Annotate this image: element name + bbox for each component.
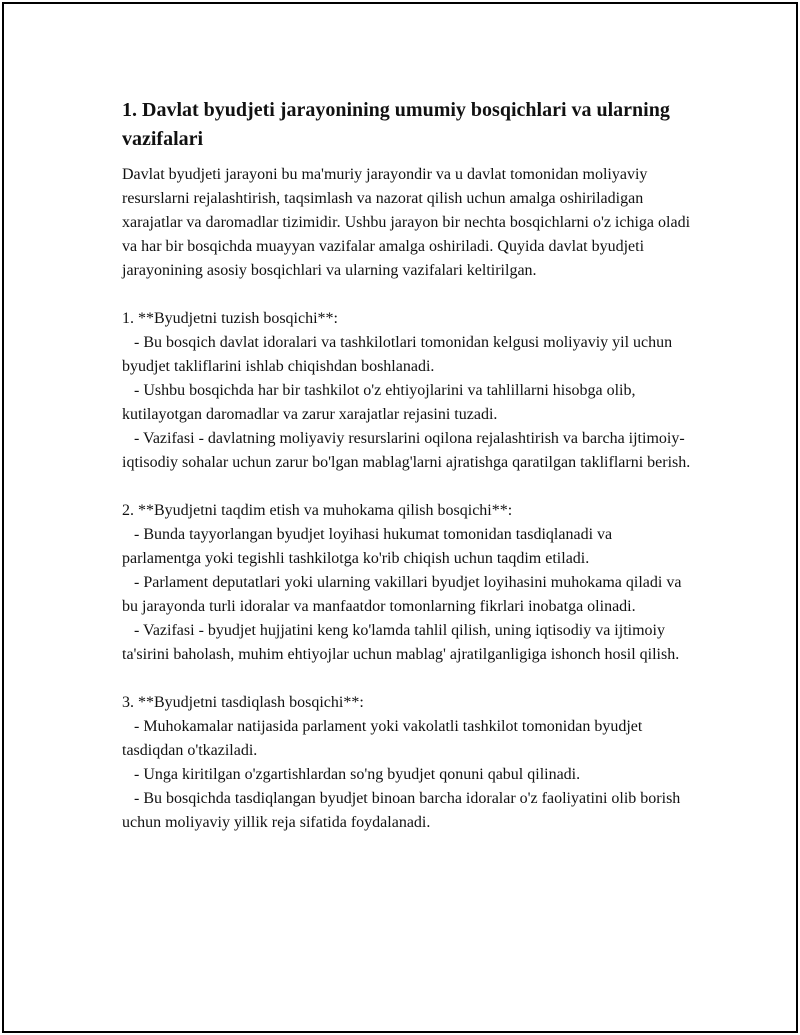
section-item: - Vazifasi - davlatning moliyaviy resurslarini oqilona rejalashtirish va barcha ijtimoiy-iqtisodiy sohalar uchun zarur bo'lgan mablag'larni ajratishga qaratilgan takliflarni berish. bbox=[122, 430, 691, 471]
section-1 bbox=[122, 307, 692, 475]
spacer bbox=[122, 475, 692, 499]
spacer bbox=[122, 667, 692, 691]
section-item: - Unga kiritilgan o'zgartishlardan so'ng byudjet qonuni qabul qilinadi. bbox=[122, 766, 581, 783]
section-3 bbox=[122, 691, 692, 835]
page-frame bbox=[2, 2, 798, 1033]
section-2 bbox=[122, 499, 692, 667]
spacer bbox=[122, 283, 692, 307]
section-item: - Bunda tayyorlangan byudjet loyihasi hukumat tomonidan tasdiqlanadi va parlamentga yoki tegishli tashkilotga ko'rib chiqish uchun taqdim etiladi. bbox=[122, 526, 617, 567]
section-item: - Bu bosqich davlat idoralari va tashkilotlari tomonidan kelgusi moliyaviy yil uchun byudjet takliflarini ishlab chiqishdan boshlanadi. bbox=[122, 334, 677, 375]
section-heading: 3. **Byudjetni tasdiqlash bosqichi**: bbox=[122, 694, 364, 711]
document-title: 1. Davlat byudjeti jarayonining umumiy bosqichlari va ularning vazifalari bbox=[122, 99, 670, 150]
section-heading: 1. **Byudjetni tuzish bosqichi**: bbox=[122, 310, 338, 327]
section-item: - Ushbu bosqichda har bir tashkilot o'z ehtiyojlarini va tahlillarni hisobga olib, kutilayotgan daromadlar va zarur xarajatlar rejasini tuzadi. bbox=[122, 382, 640, 423]
section-item: - Vazifasi - byudjet hujjatini keng ko'lamda tahlil qilish, uning iqtisodiy va ijtimoiy ta'sirini baholash, muhim ehtiyojlar uchun mablag' ajratilganligiga ishonch hosil qilish. bbox=[122, 622, 680, 663]
section-heading: 2. **Byudjetni taqdim etish va muhokama qilish bosqichi**: bbox=[122, 502, 513, 519]
section-item: - Parlament deputatlari yoki ularning vakillari byudjet loyihasini muhokama qiladi va bu jarayonda turli idoralar va manfaatdor tomonlarning fikrlari inobatga olinadi. bbox=[122, 574, 686, 615]
document-body bbox=[122, 96, 695, 835]
section-item: - Bu bosqichda tasdiqlangan byudjet binoan barcha idoralar o'z faoliyatini olib borish uchun moliyaviy yillik reja sifatida foydalanadi. bbox=[122, 790, 685, 831]
section-item: - Muhokamalar natijasida parlament yoki vakolatli tashkilot tomonidan byudjet tasdiqdan o'tkaziladi. bbox=[122, 718, 647, 759]
intro-paragraph: Davlat byudjeti jarayoni bu ma'muriy jarayondir va u davlat tomonidan moliyaviy resurslarni rejalashtirish, taqsimlash va nazorat qilish uchun amalga oshiriladigan xarajatlar va daromadlar tizimidir. Ushbu jarayon bir nechta bosqichlarni o'z ichiga oladi va har bir bosqichda muayyan vazifalar amalga oshiriladi. Quyida davlat byudjeti jarayonining asosiy bosqichlari va ularning vazifalari keltirilgan. bbox=[122, 166, 695, 279]
